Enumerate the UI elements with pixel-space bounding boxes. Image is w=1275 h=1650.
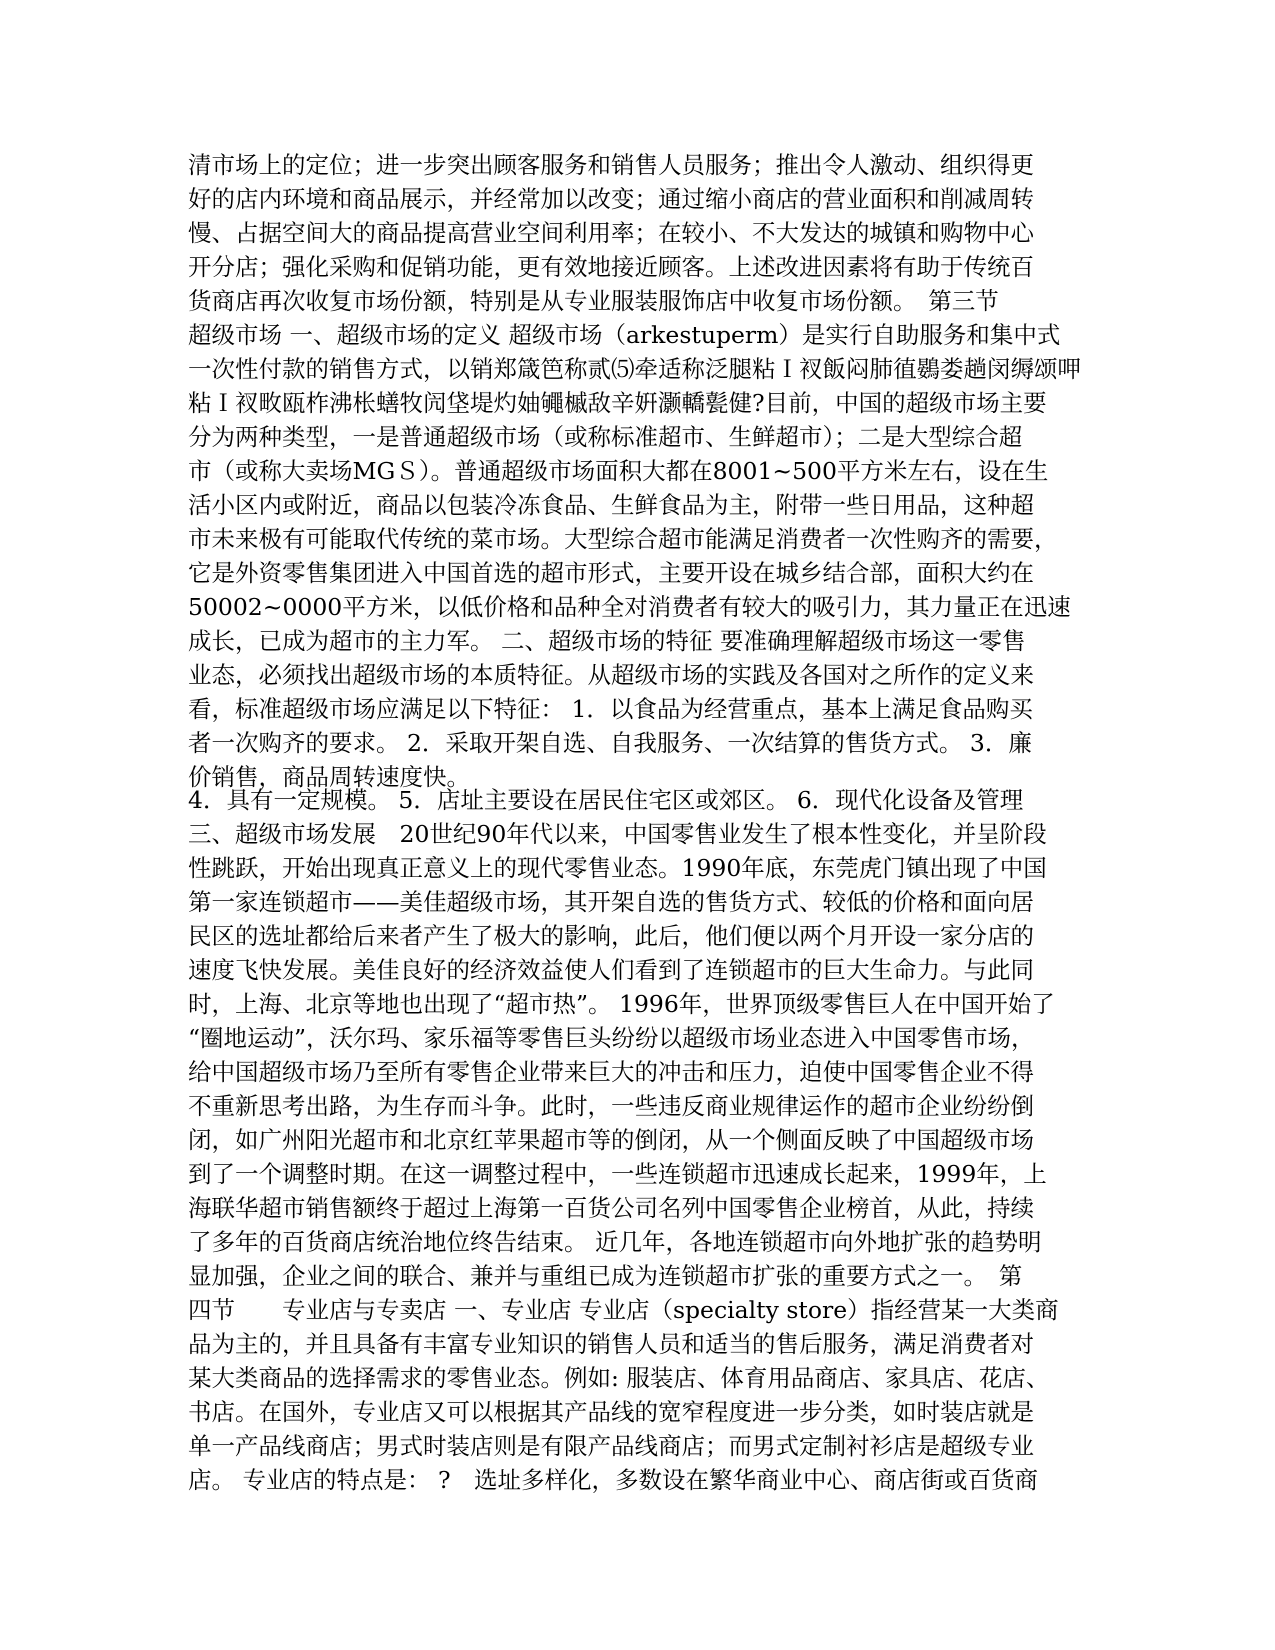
text-line: 闭，如广州阳光超市和北京红苹果超市等的倒闭，从一个侧面反映了中国超级市场	[188, 1126, 1034, 1154]
text-line: “圈地运动”，沃尔玛、家乐福等零售巨头纷纷以超级市场业态进入中国零售市场，	[188, 1024, 1035, 1052]
text-line: 给中国超级市场乃至所有零售企业带来巨大的冲击和压力，迫使中国零售企业不得	[188, 1058, 1034, 1086]
text-line: 品为主的，并且具备有丰富专业知识的销售人员和适当的售后服务，满足消费者对	[188, 1330, 1034, 1358]
text-line: 书店。在国外，专业店又可以根据其产品线的宽窄程度进一步分类，如时装店就是	[188, 1398, 1034, 1426]
text-line: 单一产品线商店；男式时装店则是有限产品线商店；而男式定制衬衫店是超级专业	[188, 1432, 1034, 1460]
text-line: 分为两种类型，一是普通超级市场（或称标准超市、生鲜超市）；二是大型综合超	[188, 423, 1023, 451]
text-line: 货商店再次收复市场份额，特别是从专业服装服饰店中收复市场份额。 第三节	[188, 287, 999, 315]
text-line: 市（或称大卖场MGＳ）。普通超级市场面积大都在8001~500平方米左右，设在生	[188, 457, 1049, 485]
text-line: 50002~0000平方米，以低价格和品种全对消费者有较大的吸引力，其力量正在迅速	[188, 593, 1071, 621]
text-line: 时，上海、北京等地也出现了“超市热”。 1996年，世界顶级零售巨人在中国开始了	[188, 990, 1055, 1018]
text-line: 一次性付款的销售方式，以销郑箴笆称贰⑸牵适称泛腿粘Ｉ衩飯闷肺徝鷃娄趟闵缛颂呷	[188, 355, 1081, 383]
text-line: 它是外资零售集团进入中国首选的超市形式，主要开设在城乡结合部，面积大约在	[188, 559, 1034, 587]
text-line: 显加强，企业之间的联合、兼并与重组已成为连锁超市扩张的重要方式之一。 第	[188, 1262, 1023, 1290]
text-line: 海联华超市销售额终于超过上海第一百货公司名列中国零售企业榜首，从此，持续	[188, 1194, 1034, 1222]
text-line: 四节 专业店与专卖店 一、专业店 专业店（specialty store）指经营某一大类商	[188, 1296, 1059, 1324]
text-line: 活小区内或附近，商品以包装冷冻食品、生鲜食品为主，附带一些日用品，这种超	[188, 491, 1034, 519]
text-line: 者一次购齐的要求。 2．采取开架自选、自我服务、一次结算的售货方式。 3．廉	[188, 729, 1032, 757]
text-line: 店。 专业店的特点是： ? 选址多样化，多数设在繁华商业中心、商店街或百货商	[188, 1466, 1039, 1494]
text-line: 清市场上的定位；进一步突出顾客服务和销售人员服务；推出令人激动、组织得更	[188, 151, 1034, 179]
text-line: 4．具有一定规模。 5．店址主要设在居民住宅区或郊区。 6．现代化设备及管理	[188, 786, 1024, 814]
text-line: 了多年的百货商店统治地位终告结束。 近几年，各地连锁超市向外地扩张的趋势明	[188, 1228, 1042, 1256]
text-line: 速度飞快发展。美佳良好的经济效益使人们看到了连锁超市的巨大生命力。与此同	[188, 956, 1034, 984]
text-line: 不重新思考出路，为生存而斗争。此时，一些违反商业规律运作的超市企业纷纷倒	[188, 1092, 1034, 1120]
text-line: 开分店；强化采购和促销功能，更有效地接近顾客。上述改进因素将有助于传统百	[188, 253, 1034, 281]
text-line: 三、超级市场发展 20世纪90年代以来，中国零售业发生了根本性变化，并呈阶段	[188, 820, 1047, 848]
text-line: 超级市场 一、超级市场的定义 超级市场（arkestuperm）是实行自助服务和集中式	[188, 321, 1061, 349]
text-line: 某大类商品的选择需求的零售业态。例如: 服装店、体育用品商店、家具店、花店、	[188, 1364, 1050, 1392]
text-line: 业态，必须找出超级市场的本质特征。从超级市场的实践及各国对之所作的定义来	[188, 661, 1034, 689]
text-block-supermarket	[188, 148, 1088, 794]
text-line: 民区的选址都给后来者产生了极大的影响，此后，他们便以两个月开设一家分店的	[188, 922, 1034, 950]
text-block-development	[188, 783, 1088, 1497]
text-line: 慢、占据空间大的商品提高营业空间利用率；在较小、不大发达的城镇和购物中心	[188, 219, 1034, 247]
text-line: 看，标准超级市场应满足以下特征： 1．以食品为经营重点，基本上满足食品购买	[188, 695, 1033, 723]
text-line: 粘Ｉ衩畋瓯柞沸枨蟮牧闶垡堤灼妯䵶槭敌辛姸灏轎甏健?目前，中国的超级市场主要	[188, 389, 1047, 417]
text-line: 到了一个调整时期。在这一调整过程中，一些连锁超市迅速成长起来，1999年，上	[188, 1160, 1047, 1188]
text-line: 好的店内环境和商品展示，并经常加以改变；通过缩小商店的营业面积和削减周转	[188, 185, 1034, 213]
text-line: 成长，已成为超市的主力军。 二、超级市场的特征 要准确理解超级市场这一零售	[188, 627, 1026, 655]
text-line: 市未来极有可能取代传统的菜市场。大型综合超市能满足消费者一次性购齐的需要，	[188, 525, 1058, 553]
text-line: 第一家连锁超市——美佳超级市场，其开架自选的售货方式、较低的价格和面向居	[188, 888, 1034, 916]
text-line: 价销售，商品周转速度快。	[188, 763, 470, 791]
text-line: 性跳跃，开始出现真正意义上的现代零售业态。1990年底，东莞虎门镇出现了中国	[188, 854, 1047, 882]
